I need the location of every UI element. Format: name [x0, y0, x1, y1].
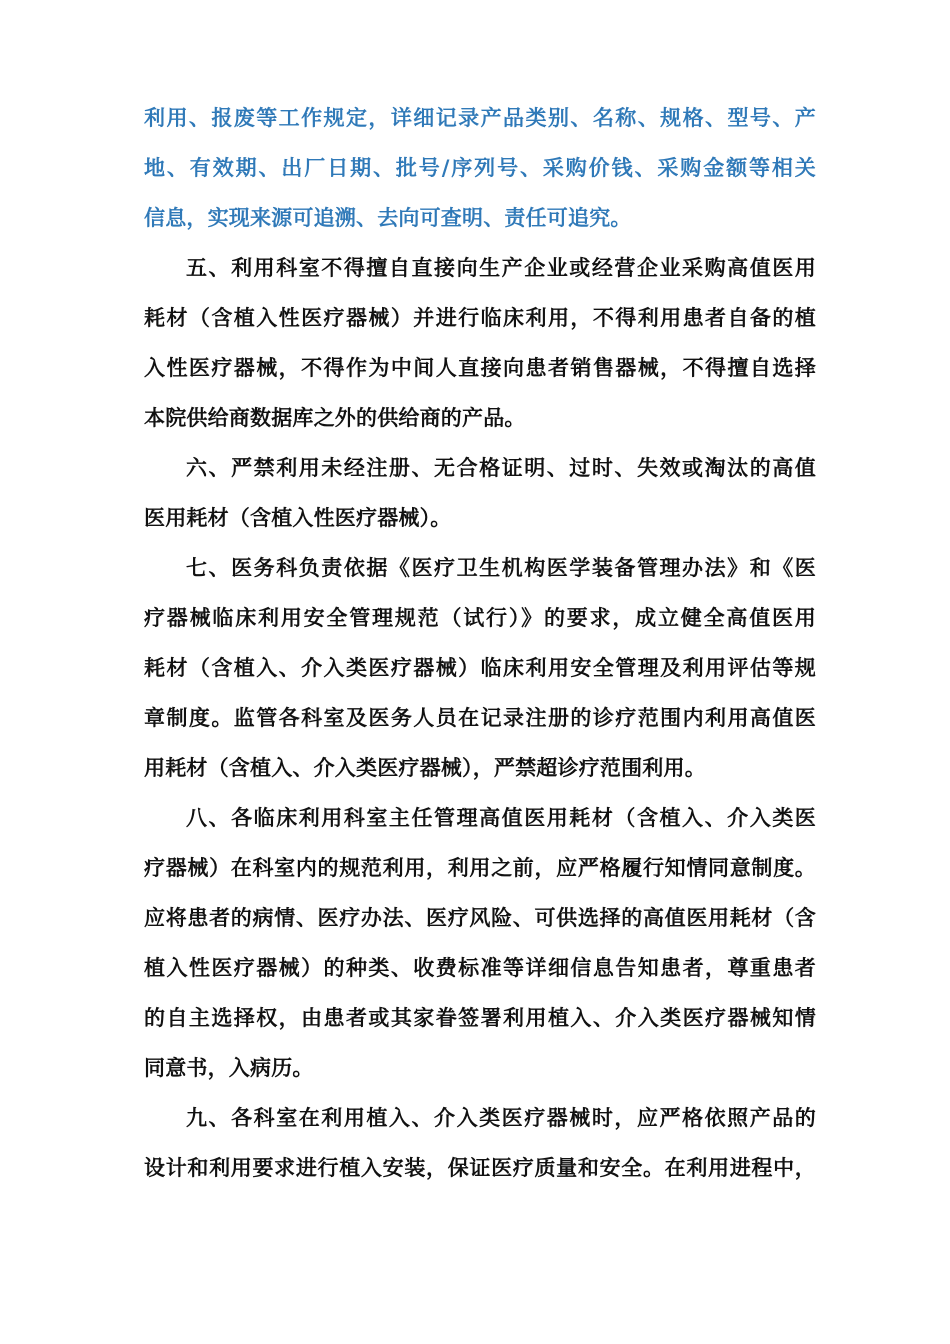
text-line: 用耗材（含植入、介入类医疗器械），严禁超诊疗范围利用。 — [144, 756, 706, 780]
paragraph-first-line: 九、各科室在利用植入、介入类医疗器械时，应严格依照产品的 — [186, 1106, 816, 1130]
text-line: 疗器械临床利用安全管理规范（试行）》的要求，成立健全高值医用 — [144, 606, 816, 630]
text-line: 设计和利用要求进行植入安装，保证医疗质量和安全。在利用进程中， — [144, 1156, 816, 1180]
text-line: 章制度。监管各科室及医务人员在记录注册的诊疗范围内利用高值医 — [144, 706, 816, 730]
paragraph-first-line: 八、各临床利用科室主任管理高值医用耗材（含植入、介入类医 — [186, 806, 816, 830]
text-line: 信息，实现来源可追溯、去向可查明、责任可追究。 — [144, 206, 632, 230]
text-line: 本院供给商数据库之外的供给商的产品。 — [144, 406, 526, 430]
text-line: 疗器械）在科室内的规范利用，利用之前，应严格履行知情同意制度。 — [144, 856, 816, 880]
text-line: 应将患者的病情、医疗办法、医疗风险、可供选择的高值医用耗材（含 — [144, 906, 816, 930]
text-line: 利用、报废等工作规定，详细记录产品类别、名称、规格、型号、产 — [144, 106, 816, 130]
paragraph-first-line: 五、利用科室不得擅自直接向生产企业或经营企业采购高值医用 — [186, 256, 816, 280]
text-line: 的自主选择权，由患者或其家眷签署利用植入、介入类医疗器械知情 — [144, 1006, 816, 1030]
text-line: 入性医疗器械，不得作为中间人直接向患者销售器械，不得擅自选择 — [144, 356, 816, 380]
text-line: 同意书，入病历。 — [144, 1056, 314, 1080]
text-line: 医用耗材（含植入性医疗器械）。 — [144, 506, 452, 530]
paragraph-first-line: 六、严禁利用未经注册、无合格证明、过时、失效或淘汰的高值 — [186, 456, 816, 480]
paragraph-first-line: 七、医务科负责依据《医疗卫生机构医学装备管理办法》和《医 — [186, 556, 816, 580]
text-line: 耗材（含植入性医疗器械）并进行临床利用，不得利用患者自备的植 — [144, 306, 816, 330]
text-line: 地、有效期、出厂日期、批号/序列号、采购价钱、采购金额等相关 — [144, 156, 816, 180]
text-line: 耗材（含植入、介入类医疗器械）临床利用安全管理及利用评估等规 — [144, 656, 816, 680]
text-line: 植入性医疗器械）的种类、收费标准等详细信息告知患者，尊重患者 — [144, 956, 816, 980]
